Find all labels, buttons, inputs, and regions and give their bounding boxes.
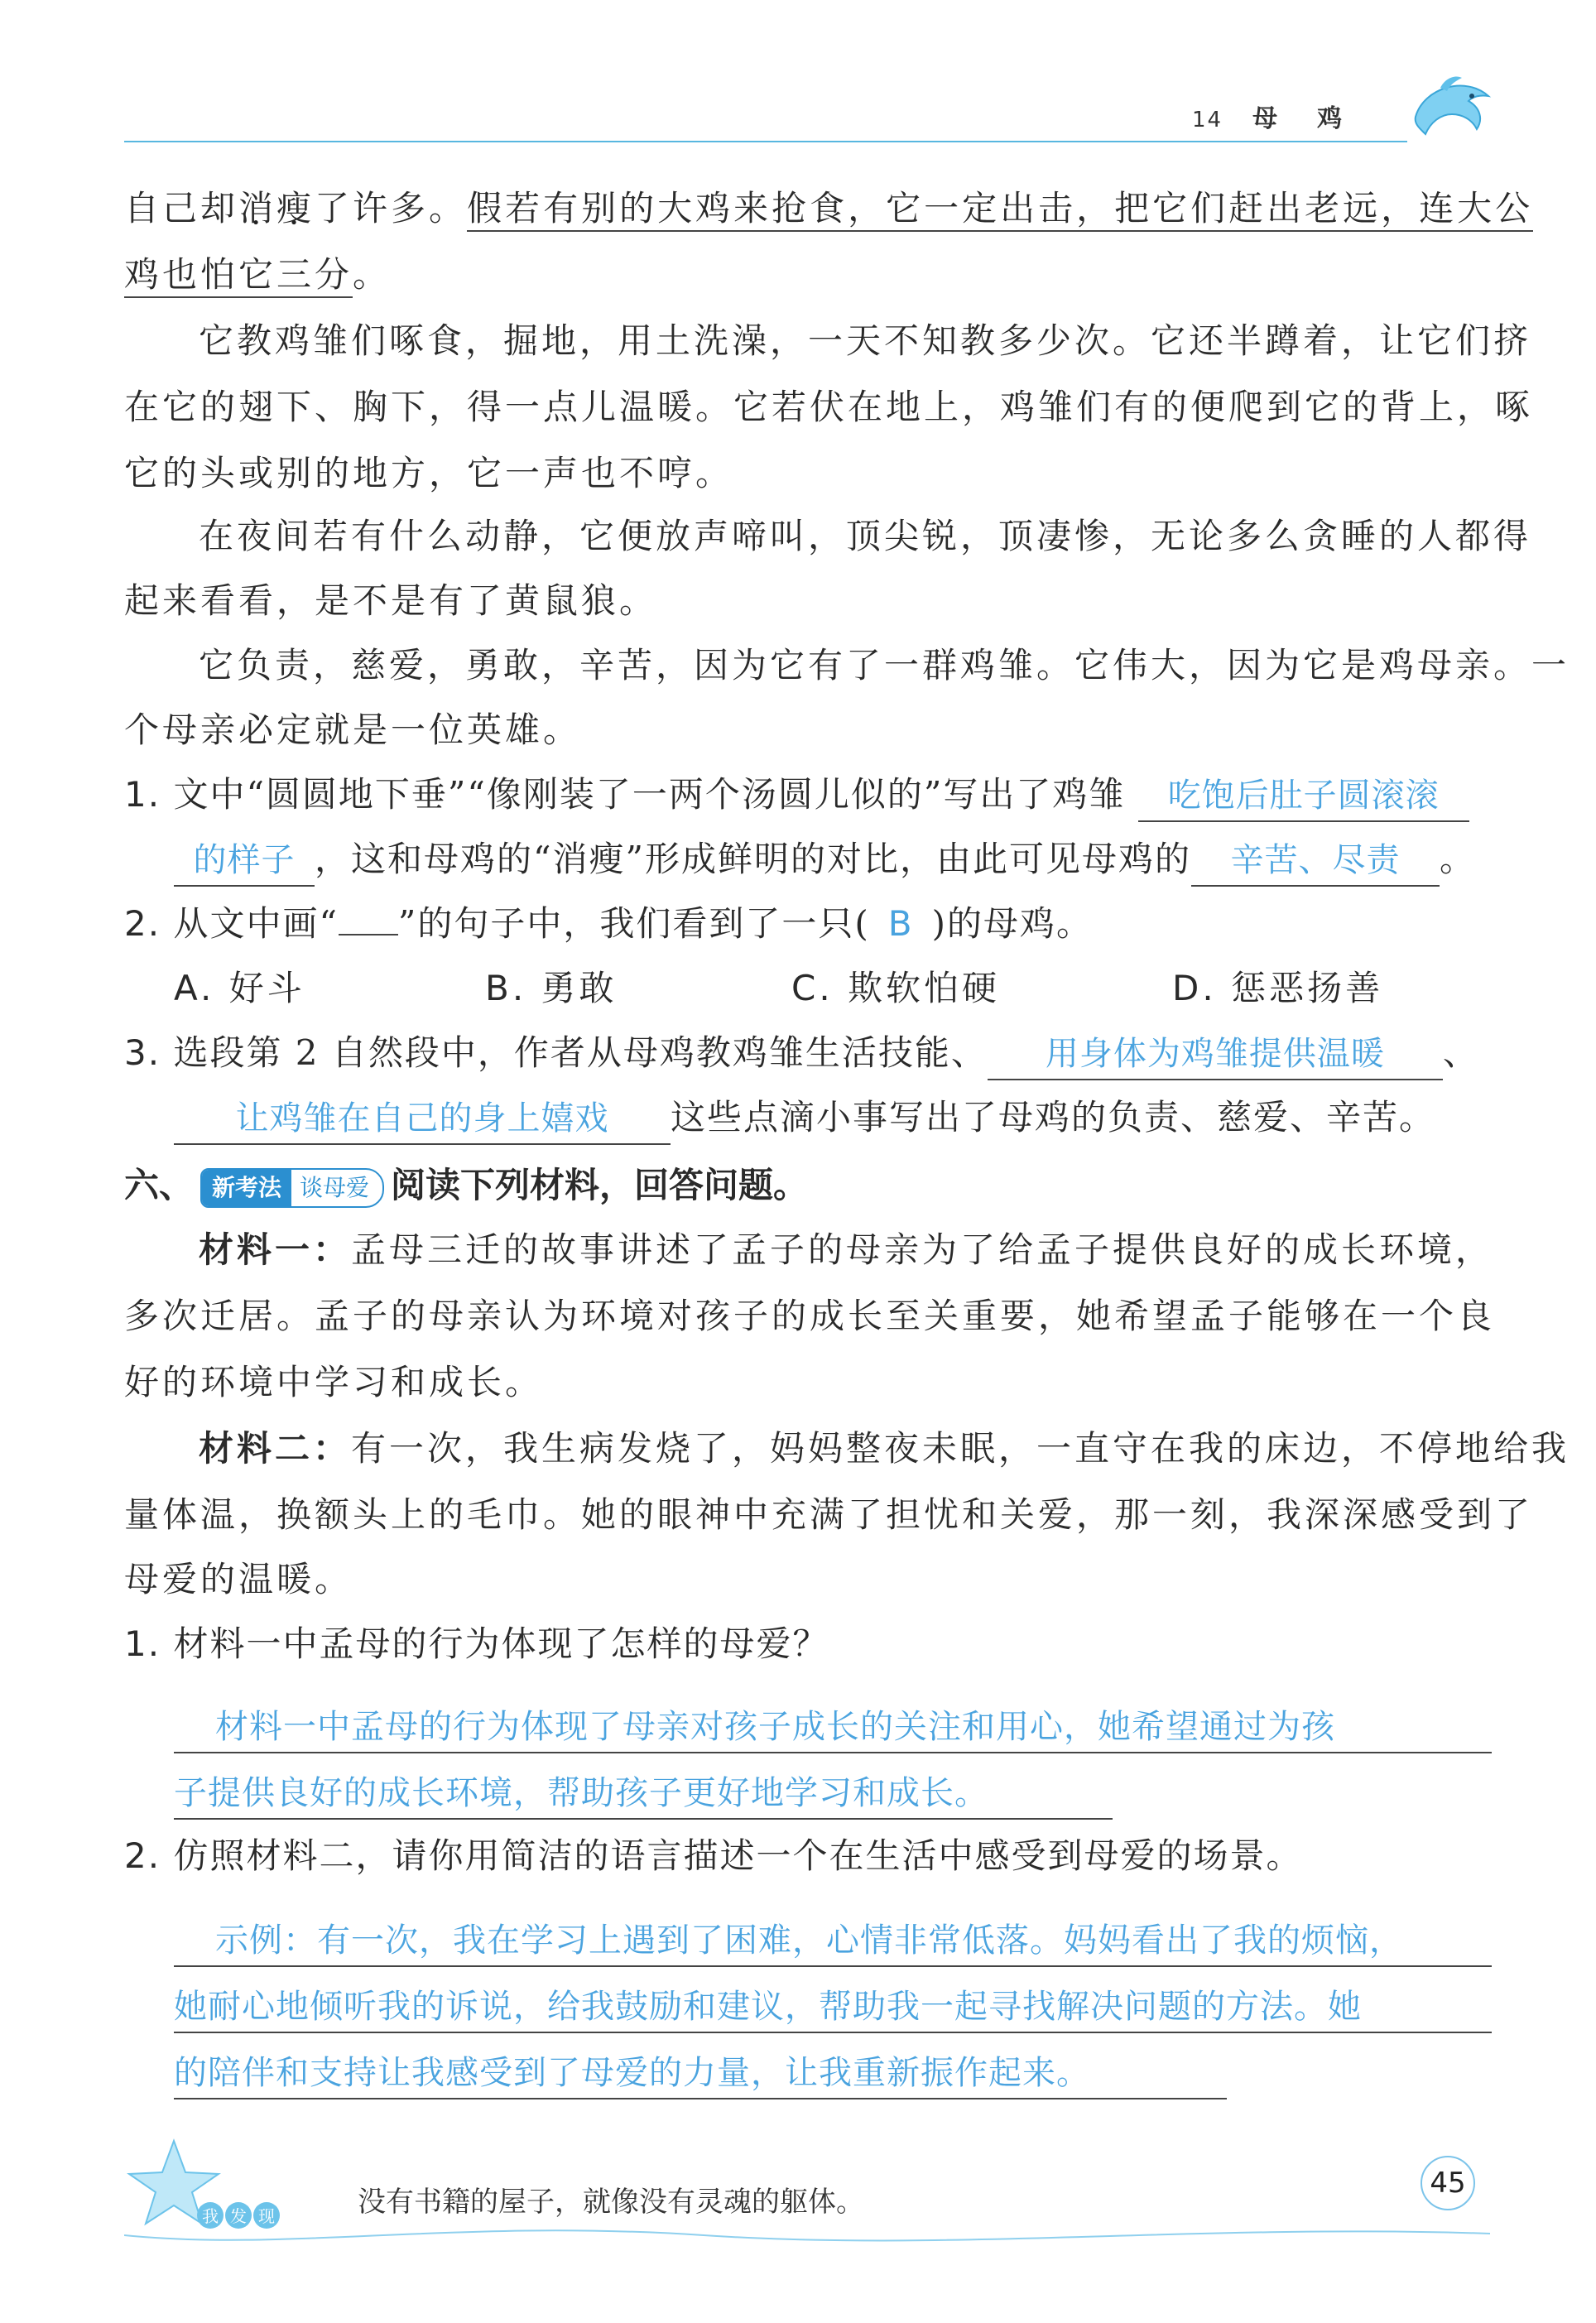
question-number: 3. xyxy=(124,1032,161,1073)
passage-line xyxy=(124,250,391,300)
badge-char: 发 xyxy=(230,2206,247,2226)
question-text: ”的句子中，我们看到了一只( xyxy=(397,903,870,944)
answer-field[interactable]: 让鸡雏在自己的身上嬉戏 xyxy=(174,1094,671,1145)
option-text: 惩恶扬善 xyxy=(1231,968,1384,1008)
question-3 xyxy=(124,1028,1479,1080)
text: 自己却 xyxy=(124,188,239,228)
text: 孟母三迁的故事讲述了孟子的母亲为了给孟子提供良好的成长环境， xyxy=(351,1229,1494,1270)
answer-field[interactable]: 吃饱后肚子圆滚滚 xyxy=(1138,771,1469,822)
dotted-char: 瘦 xyxy=(276,188,315,228)
lesson-number: 14 xyxy=(1192,108,1223,132)
answer-field[interactable]: 的样子 xyxy=(174,835,315,887)
option-a[interactable] xyxy=(174,964,305,1013)
badge-main: 新考法 xyxy=(202,1170,291,1206)
question-1-cont xyxy=(174,834,1476,887)
footer-wave xyxy=(124,2219,1490,2252)
page-number: 45 xyxy=(1421,2156,1475,2210)
question-text: 选段第 2 自然段中，作者从母鸡教鸡雏生活技能、 xyxy=(173,1032,988,1073)
question-1 xyxy=(124,770,1469,822)
answer-field[interactable]: 用身体为鸡雏提供温暖 xyxy=(988,1029,1443,1080)
material-1-line xyxy=(199,1225,1493,1275)
dolphin-icon xyxy=(1407,71,1498,146)
question-text: 这些点滴小事写出了母鸡的负责、慈爱、辛苦。 xyxy=(671,1097,1436,1137)
option-letter: C. xyxy=(791,968,834,1008)
passage-line xyxy=(124,184,1533,233)
text: 了许多。 xyxy=(315,188,468,228)
question-text: 仿照材料二，请你用简洁的语言描述一个在生活中感受到母爱的场景。 xyxy=(173,1835,1303,1876)
badge-sub: 谈母爱 xyxy=(300,1174,370,1201)
question-text: ，这和母鸡的“消瘦”形成鲜明的对比，由此可见母鸡的 xyxy=(315,839,1191,879)
passage-line: 在它的翅下、胸下，得一点儿温暖。它若伏在地上，鸡雏们有的便爬到它的背上，啄 xyxy=(124,387,1534,427)
question-text: 。 xyxy=(1439,839,1476,879)
question-text: 、 xyxy=(1442,1032,1479,1073)
text: 。 xyxy=(353,254,392,295)
s6-question-2 xyxy=(124,1831,1302,1881)
option-d[interactable] xyxy=(1172,964,1383,1013)
material-1-line: 好的环境中学习和成长。 xyxy=(124,1362,544,1402)
section-6-heading xyxy=(124,1161,808,1210)
lesson-title: 母鸡 xyxy=(1252,104,1382,133)
instruction: 阅读下列材料，回答问题。 xyxy=(391,1165,809,1205)
question-number: 1. xyxy=(124,1623,161,1664)
passage-line: 在夜间若有什么动静，它便放声啼叫，顶尖锐，顶凄惨，无论多么贪睡的人都得 xyxy=(199,516,1532,556)
footer-quote: 没有书籍的屋子，就像没有灵魂的躯体。 xyxy=(358,2186,864,2219)
answer-line[interactable]: 材料一中孟母的行为体现了母亲对孩子成长的关注和用心，她希望通过为孩 xyxy=(174,1702,1492,1753)
material-1-line: 多次迁居。孟子的母亲认为环境对孩子的成长至关重要，她希望孟子能够在一个良 xyxy=(124,1296,1496,1336)
badge-char: 我 xyxy=(202,2206,219,2226)
question-text: 材料一中孟母的行为体现了怎样的母爱？ xyxy=(173,1623,829,1664)
option-text: 勇敢 xyxy=(541,968,618,1008)
question-number: 2. xyxy=(124,1835,161,1876)
material-label: 材料一： xyxy=(199,1229,352,1270)
material-label: 材料二： xyxy=(199,1428,352,1469)
section-number: 六、 xyxy=(124,1165,195,1205)
question-3-cont xyxy=(174,1093,1435,1145)
running-header xyxy=(1192,98,1382,134)
answer-line[interactable]: 子提供良好的成长环境，帮助孩子更好地学习和成长。 xyxy=(174,1768,1113,1820)
new-method-badge xyxy=(200,1168,384,1208)
answer-line[interactable]: 示例：有一次，我在学习上遇到了困难，心情非常低落。妈妈看出了我的烦恼， xyxy=(174,1916,1492,1967)
header-rule xyxy=(124,141,1407,142)
dotted-char: 消 xyxy=(238,188,277,228)
answer-line[interactable]: 她耐心地倾听我的诉说，给我鼓励和建议，帮助我一起寻找解决问题的方法。她 xyxy=(174,1982,1492,2033)
underlined-sentence: 鸡也怕它三分 xyxy=(124,254,353,298)
option-letter: A. xyxy=(174,968,215,1008)
question-text: )的母鸡。 xyxy=(931,903,1093,944)
option-text: 好斗 xyxy=(228,968,305,1008)
material-2-line: 量体温，换额头上的毛巾。她的眼神中充满了担忧和关爱，那一刻，我深深感受到了 xyxy=(124,1494,1534,1535)
option-c[interactable] xyxy=(791,964,1000,1013)
question-text: 文中“圆圆地下垂”“像刚装了一两个汤圆儿似的”写出了鸡雏 xyxy=(173,774,1126,815)
underlined-sentence: 假若有别的大鸡来抢食，它一定出击，把它们赶出老远，连大公 xyxy=(467,188,1533,232)
option-letter: B. xyxy=(485,968,527,1008)
material-2-line: 母爱的温暖。 xyxy=(124,1559,353,1599)
question-text: 从文中画“ xyxy=(173,903,339,944)
material-2-line xyxy=(199,1424,1570,1474)
s6-question-1 xyxy=(124,1619,829,1669)
passage-line: 起来看看，是不是有了黄鼠狼。 xyxy=(124,580,658,621)
question-number: 2. xyxy=(124,903,161,944)
question-2 xyxy=(124,899,1093,949)
passage-line: 它的头或别的地方，它一声也不哼。 xyxy=(124,453,734,493)
option-b[interactable] xyxy=(485,964,618,1013)
option-text: 欺软怕硬 xyxy=(848,968,1001,1008)
passage-line: 个母亲必定就是一位英雄。 xyxy=(124,709,582,750)
passage-line: 它负责，慈爱，勇敢，辛苦，因为它有了一群鸡雏。它伟大，因为它是鸡母亲。一 xyxy=(199,645,1570,685)
underline-sample xyxy=(339,906,398,935)
answer-field[interactable]: 辛苦、尽责 xyxy=(1191,835,1440,887)
answer-line[interactable]: 的陪伴和支持让我感受到了母爱的力量，让我重新振作起来。 xyxy=(174,2048,1227,2099)
option-letter: D. xyxy=(1172,968,1217,1008)
badge-char: 现 xyxy=(258,2206,275,2226)
answer-choice[interactable]: B xyxy=(887,903,914,944)
text: 有一次，我生病发烧了，妈妈整夜未眠，一直守在我的床边，不停地给我 xyxy=(351,1428,1570,1469)
question-number: 1. xyxy=(124,774,161,815)
passage-line: 它教鸡雏们啄食，掘地，用土洗澡，一天不知教多少次。它还半蹲着，让它们挤 xyxy=(199,320,1532,361)
